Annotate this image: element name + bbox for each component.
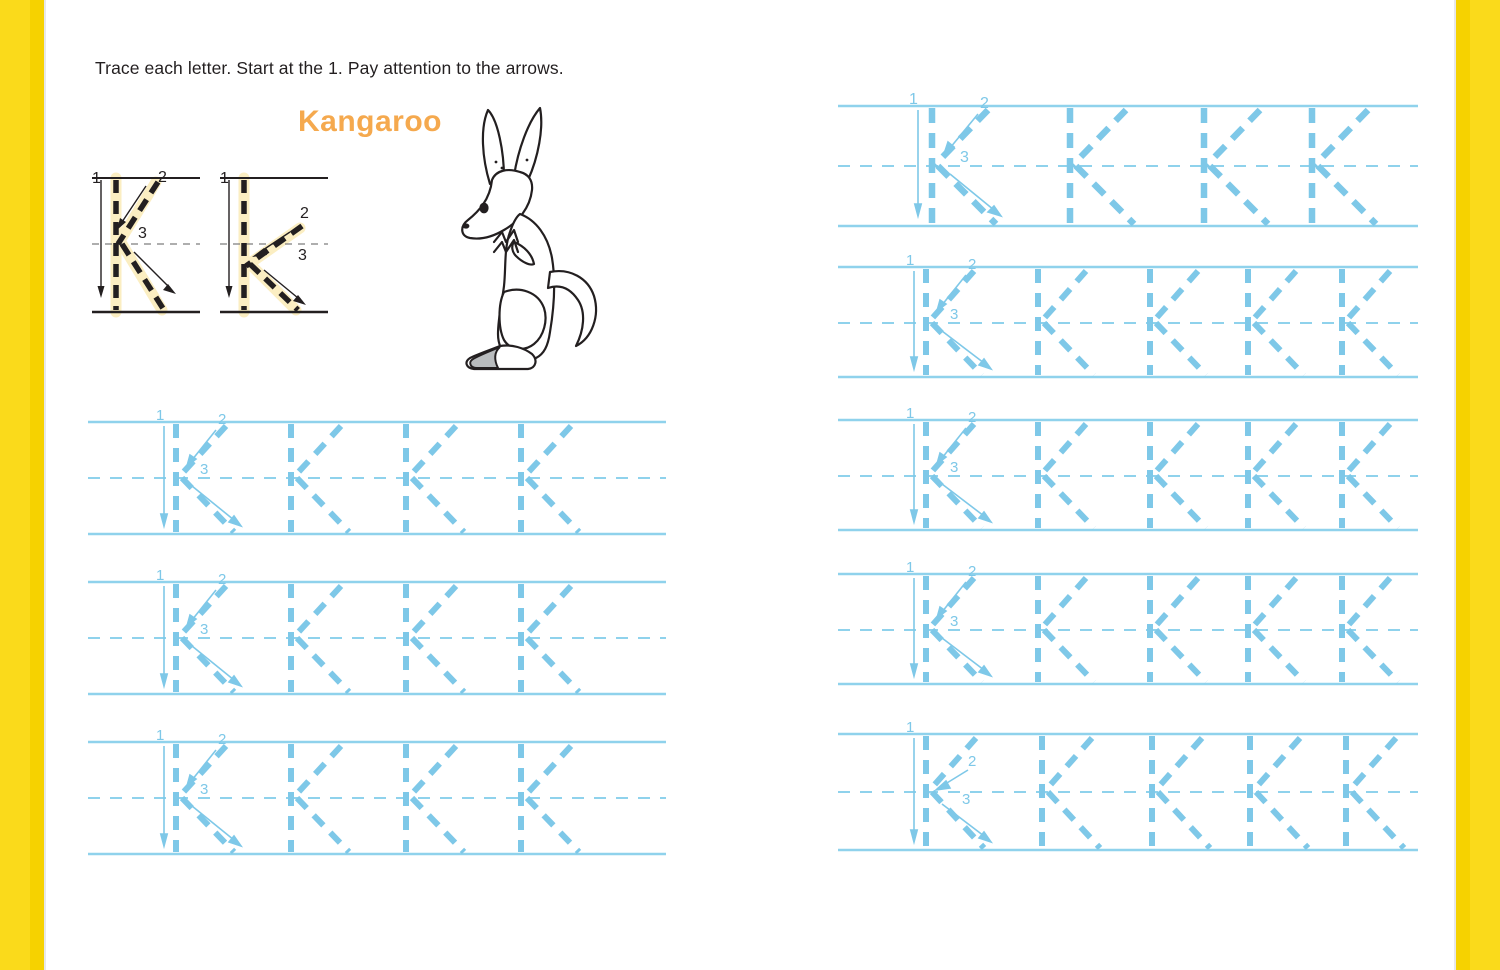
svg-text:2: 2 <box>980 95 989 112</box>
svg-text:3: 3 <box>950 306 959 323</box>
sheet-edge-right <box>1454 0 1456 970</box>
svg-text:1: 1 <box>92 170 101 187</box>
svg-text:2: 2 <box>158 169 167 186</box>
practice-row-left-2[interactable] <box>88 568 666 708</box>
svg-text:2: 2 <box>300 205 309 222</box>
svg-text:2: 2 <box>968 409 977 426</box>
svg-text:1: 1 <box>906 562 915 576</box>
svg-text:2: 2 <box>218 571 227 588</box>
practice-row-right-2[interactable] <box>838 255 1418 387</box>
instruction-text: Trace each letter. Start at the 1. Pay attention to the arrows. <box>95 58 564 78</box>
svg-text:1: 1 <box>156 568 165 584</box>
practice-row-right-1[interactable] <box>838 92 1418 238</box>
practice-row-right-4[interactable] <box>838 562 1418 694</box>
practice-row-left-1[interactable] <box>88 408 666 548</box>
svg-text:3: 3 <box>960 149 969 166</box>
svg-text:1: 1 <box>906 722 915 736</box>
svg-text:2: 2 <box>218 731 227 748</box>
svg-text:3: 3 <box>138 225 147 242</box>
svg-text:2: 2 <box>968 753 977 770</box>
practice-row-left-3[interactable] <box>88 728 666 868</box>
svg-text:3: 3 <box>200 621 209 638</box>
binder-strip-right-inner <box>1456 0 1470 970</box>
svg-text:3: 3 <box>962 791 971 808</box>
svg-text:1: 1 <box>220 170 229 187</box>
svg-text:3: 3 <box>950 613 959 630</box>
svg-text:2: 2 <box>218 411 227 428</box>
svg-text:1: 1 <box>909 92 918 108</box>
model-letter-demo <box>88 160 338 335</box>
binder-strip-left-inner <box>30 0 44 970</box>
svg-text:3: 3 <box>298 247 307 264</box>
svg-text:1: 1 <box>906 255 915 269</box>
svg-text:3: 3 <box>200 781 209 798</box>
practice-row-right-5[interactable] <box>838 722 1418 860</box>
word-title: Kangaroo <box>298 105 443 138</box>
svg-text:1: 1 <box>156 728 165 744</box>
binder-strip-right <box>1456 0 1500 970</box>
svg-text:2: 2 <box>968 563 977 580</box>
binder-strip-left <box>0 0 44 970</box>
svg-text:2: 2 <box>968 256 977 273</box>
svg-text:1: 1 <box>906 408 915 422</box>
sheet-edge-left <box>44 0 46 970</box>
practice-row-right-3[interactable] <box>838 408 1418 540</box>
svg-text:3: 3 <box>200 461 209 478</box>
kangaroo-illustration <box>432 96 617 381</box>
svg-text:1: 1 <box>156 408 165 424</box>
svg-text:3: 3 <box>950 459 959 476</box>
